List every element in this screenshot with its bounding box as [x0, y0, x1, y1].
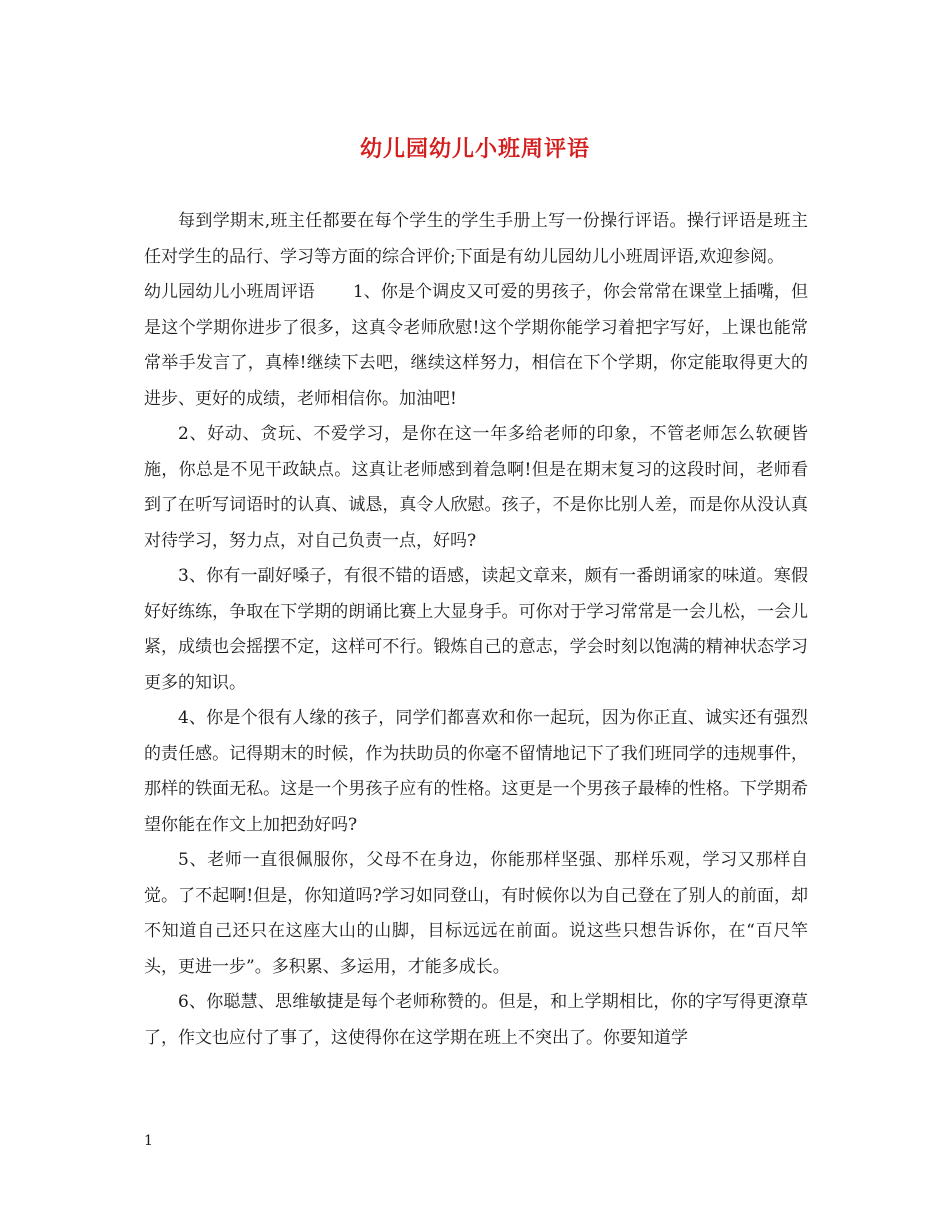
page-number: 1: [144, 1133, 153, 1149]
page-title: 幼儿园幼儿小班周评语: [359, 136, 590, 162]
comment-paragraph-4: 4、你是个很有人缘的孩子，同学们都喜欢和你一起玩，因为你正直、诚实还有强烈的责任感。记得期末的时候，作为扶助员的你毫不留情地记下了我们班同学的违规事件，那样的铁面无私。这是一个男孩子应有的性格。这更是一个男孩子最棒的性格。下学期希望你能在作文上加把劲好吗?: [144, 708, 808, 835]
comment-paragraph-3: 3、你有一副好嗓子，有很不错的语感，读起文章来，颇有一番朗诵家的味道。寒假好好练练，争取在下学期的朗诵比赛上大显身手。可你对于学习常常是一会儿松，一会儿紧，成绩也会摇摆不定，这样可不行。锻炼自己的意志，学会时刻以饱满的精神状态学习更多的知识。: [144, 566, 808, 693]
comment-paragraph-1: [144, 275, 808, 417]
intro-paragraph: 每到学期末,班主任都要在每个学生的学生手册上写一份操行评语。操行评语是班主任对学生的品行、学习等方面的综合评价;下面是有幼儿园幼儿小班周评语,欢迎参阅。: [144, 211, 808, 267]
comment-paragraph-5: 5、老师一直很佩服你，父母不在身边，你能那样坚强、那样乐观，学习又那样自觉。了不起啊!但是，你知道吗?学习如同登山，有时候你以为自己登在了别人的前面，却不知道自己还只在这座大山的山脚，目标远远在前面。说这些只想告诉你，在“百尺竿头，更进一步”。多积累、多运用，才能多成长。: [144, 850, 808, 977]
comment-paragraph-2: 2、好动、贪玩、不爱学习，是你在这一年多给老师的印象，不管老师怎么软硬皆施，你总是不见干政缺点。这真让老师感到着急啊!但是在期末复习的这段时间，老师看到了在听写词语时的认真、诚恳，真令人欣慰。孩子，不是你比别人差，而是你从没认真对待学习，努力点，对自己负责一点，好吗?: [144, 424, 808, 551]
comment-paragraph-6: 6、你聪慧、思维敏捷是每个老师称赞的。但是，和上学期相比，你的字写得更潦草了，作文也应付了事了，这使得你在这学期在班上不突出了。你要知道学: [144, 992, 808, 1048]
document-body: [144, 204, 808, 1056]
comment-text-1: 1、你是个调皮又可爱的男孩子，你会常常在课堂上插嘴，但是这个学期你进步了很多，这真令老师欣慰!这个学期你能学习着把字写好，上课也能常常举手发言了，真棒!继续下去吧，继续这样努力，相信在下个学期，你定能取得更大的进步、更好的成绩，老师相信你。加油吧!: [144, 282, 808, 409]
section-heading: 幼儿园幼儿小班周评语: [144, 282, 315, 302]
